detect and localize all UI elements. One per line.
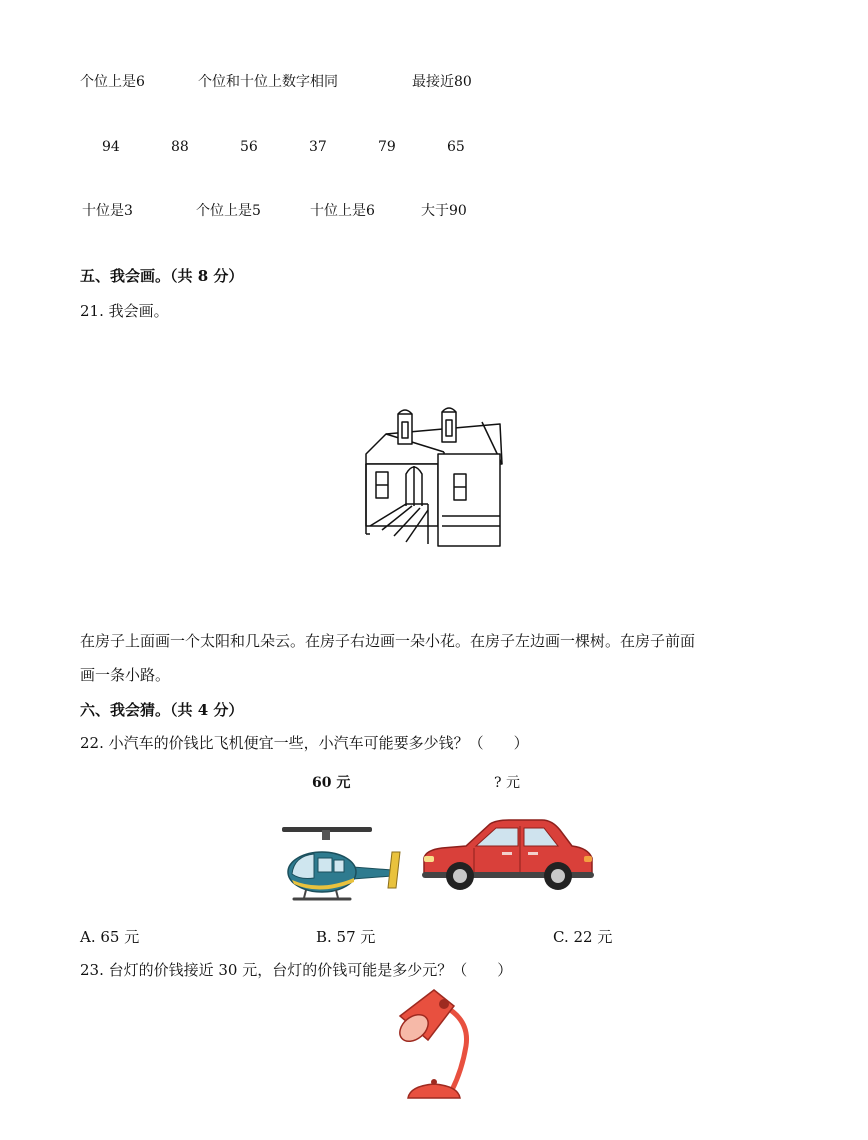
drawing-instruction-line1: 在房子上面画一个太阳和几朵云。在房子右边画一朵小花。在房子左边画一棵树。在房子前面 bbox=[80, 632, 696, 650]
option-a[interactable]: A. 65 元 bbox=[80, 928, 140, 946]
label-ones-5: 个位上是5 bbox=[196, 203, 261, 219]
number-item: 37 bbox=[309, 139, 327, 155]
label-tens-3: 十位是3 bbox=[82, 203, 133, 219]
number-item: 65 bbox=[447, 139, 465, 155]
car-price: ? 元 bbox=[494, 775, 520, 791]
number-item: 79 bbox=[378, 139, 396, 155]
number-item: 56 bbox=[240, 139, 258, 155]
drawing-instruction-line2: 画一条小路。 bbox=[80, 666, 171, 684]
label-closest-80: 最接近80 bbox=[412, 74, 472, 90]
label-tens-6: 十位上是6 bbox=[310, 203, 375, 219]
question-23: 23. 台灯的价钱接近 30 元，台灯的价钱可能是多少元？（ ） bbox=[80, 961, 513, 979]
section6-heading: 六、我会猜。（共 4 分） bbox=[80, 701, 244, 719]
section5-heading: 五、我会画。（共 8 分） bbox=[80, 267, 244, 285]
helicopter-price: 60 元 bbox=[312, 775, 351, 791]
car-icon bbox=[418, 818, 596, 894]
number-item: 88 bbox=[171, 139, 189, 155]
question-22: 22. 小汽车的价钱比飞机便宜一些，小汽车可能要多少钱？（ ） bbox=[80, 734, 529, 752]
option-b[interactable]: B. 57 元 bbox=[316, 928, 376, 946]
label-same-digits: 个位和十位上数字相同 bbox=[198, 74, 338, 90]
option-c[interactable]: C. 22 元 bbox=[553, 928, 613, 946]
house-drawing bbox=[362, 404, 508, 550]
helicopter-icon bbox=[280, 822, 406, 906]
label-ones-6: 个位上是6 bbox=[80, 74, 145, 90]
label-over-90: 大于90 bbox=[421, 203, 467, 219]
number-item: 94 bbox=[102, 139, 120, 155]
desk-lamp-icon bbox=[394, 986, 480, 1104]
question-21: 21. 我会画。 bbox=[80, 302, 169, 320]
